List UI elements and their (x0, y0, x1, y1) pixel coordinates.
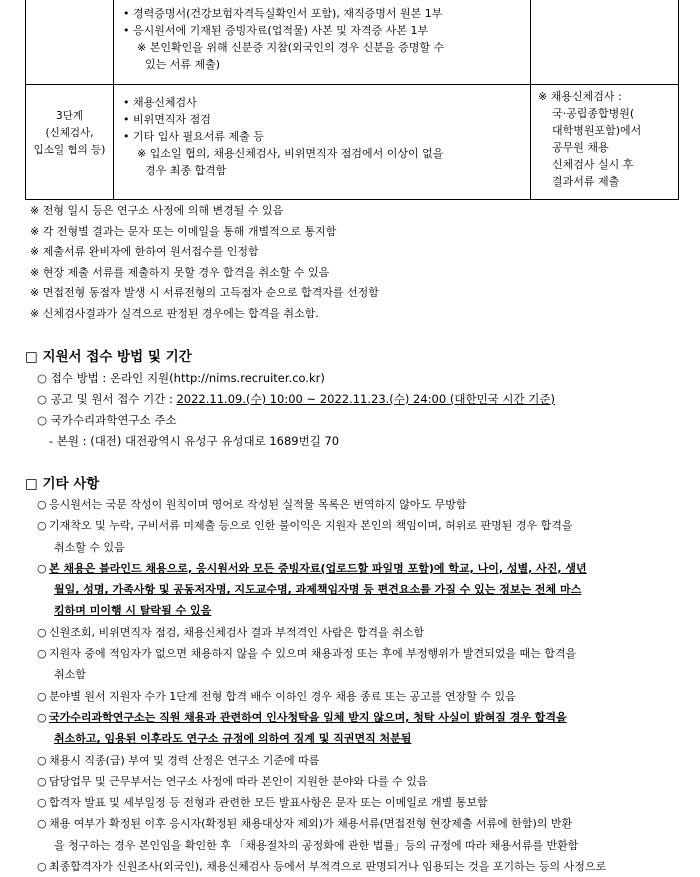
note-item: ※ 면접전형 동점자 발생 시 서류전형의 고득점자 순으로 합격자를 선정함 (30, 286, 379, 300)
list-item: • 비위면직자 점검 (123, 113, 211, 126)
list-item: 있는 서류 제출) (145, 58, 221, 71)
list-item: ※ 본인확인을 위해 신분증 지참(외국인의 경우 신분을 증명할 수 (137, 41, 445, 54)
note-item: ※ 전형 일시 등은 연구소 사정에 의해 변경될 수 있음 (30, 204, 284, 217)
list-item: ○ 담당업무 및 근무부서는 연구소 사정에 따라 본인이 지원한 분야와 다를 수 있음 (37, 771, 606, 792)
note-item: ※ 신체검사결과가 실격으로 판정된 경우에는 합격을 취소함. (30, 306, 319, 320)
list-item: • 경력증명서(건강보험자격득실확인서 포함), 재직증명서 원본 1부 (123, 7, 443, 20)
list-item: ○ 본 채용은 블라인드 채용으로, 응시원서와 모든 증빙자료(업로드할 파일명 포함)에 학교, 나이, 성별, 사진, 생년 (37, 558, 606, 579)
list-item: ○ 지원자 중에 적임자가 없으면 채용하지 않을 수 있으며 채용과정 또는 후에 부정행위가 발견되었을 때는 합격을 (37, 643, 606, 664)
bullet: ○ (37, 817, 47, 831)
bullet: ○ (37, 753, 47, 767)
etc-section (37, 494, 606, 877)
list-item: ○ 신원조회, 비위면직자 점검, 채용신체검사 결과 부적격인 사람은 합격을 취소함 (37, 622, 606, 643)
list-item: ○ 최종합격자가 신원조사(외국인), 채용신체검사 등에서 부적격으로 판명되거나 임용되는 것을 포기하는 등의 사정으로 (37, 856, 606, 877)
list-item: ○ 분야별 원서 지원자 수가 1단계 전형 합격 배수 이하인 경우 채용 종료 또는 공고를 연장할 수 있음 (37, 686, 606, 707)
list-item: 경우 최종 합격함 (145, 164, 227, 177)
list-item: ○ 합격자 발표 및 세부일정 등 전형과 관련한 모든 발표사항은 문자 또는 이메일로 개별 통보함 (37, 792, 606, 813)
list-item: 월일, 성명, 가족사항 및 공동저자명, 지도교수명, 과제책임자명 등 편견요소를 가질 수 있는 정보는 전체 마스 (54, 583, 582, 597)
stage-label: 3단계 (신체검사, 입소일 협의 등) (33, 110, 106, 156)
list-item: • 응시원서에 기재된 증빙자료(업적물) 사본 및 자격증 사본 1부 (123, 24, 429, 37)
list-item: ○ 채용 여부가 확정된 이후 응시자(확정된 채용대상자 제외)가 채용서류(면접전형 현장제출 서류에 한함)의 반환 (37, 813, 606, 834)
list-item: 킹하며 미이행 시 탈락될 수 있음 (54, 604, 212, 618)
list-item: ○ 기재착오 및 누락, 구비서류 미제출 등으로 인한 불이익은 지원자 본인의 책임이며, 허위로 판명된 경우 합격을 (37, 515, 606, 536)
section-title-etc: □ 기타 사항 (25, 476, 100, 492)
list-item: 을 청구하는 경우 본인임을 확인한 후 「채용절차의 공정화에 관한 법률」등의 규정에 따라 채용서류를 반환함 (54, 838, 579, 852)
list-item: ○ 채용시 직종(급) 부여 및 경력 산정은 연구소 기준에 따름 (37, 750, 606, 771)
stage3-note-cell: ※ 채용신체검사 : 국·공립종합병원( 대학병원포함)에서 공무원 채용 신체검사 실시 후 결과서류 제출 (538, 90, 642, 188)
bullet: ○ (37, 498, 47, 511)
list-item: ※ 입소일 협의, 채용신체검사, 비위면직자 점검에서 이상이 없을 (137, 147, 444, 160)
address-text: - 본원 : (대전) 대전광역시 유성구 유성대로 1689번길 70 (49, 434, 340, 448)
selection-table (25, 0, 679, 200)
application-section (37, 368, 555, 452)
list-item: 취소할 수 있음 (54, 540, 125, 554)
application-method: ○ 접수 방법 : 온라인 지원(http://nims.recruiter.co.kr) (37, 371, 325, 385)
section-title-application: □ 지원서 접수 방법 및 기간 (25, 349, 192, 365)
bullet: ○ (37, 710, 47, 724)
list-item: • 기타 입사 필요서류 제출 등 (123, 130, 264, 143)
bullet: ○ (37, 561, 47, 575)
bullet: ○ (37, 625, 47, 639)
address-label: ○ 국가수리과학연구소 주소 (37, 413, 177, 427)
application-period: ○ 공고 및 원서 접수 기간 : 2022.11.09.(수) 10:00 ~ 2022.11.23.(수) 24:00 (대한민국 시간 기준) (37, 392, 555, 406)
list-item: ○ 국가수리과학연구소는 직원 채용과 관련하여 인사청탁을 일체 받지 않으며, 청탁 사실이 밝혀질 경우 합격을 (37, 707, 606, 728)
table-divider (113, 0, 114, 199)
bullet: ○ (37, 860, 47, 874)
table-divider (530, 0, 531, 199)
table-row-divider (26, 84, 678, 85)
bullet: ○ (37, 519, 47, 533)
bullet: ○ (37, 796, 47, 810)
stage3-content-cell (123, 94, 443, 179)
list-item: 취소하고, 임용된 이후라도 연구소 규정에 의하여 징계 및 직권면직 처분됨 (54, 732, 412, 746)
note-item: ※ 현장 제출 서류를 제출하지 못할 경우 합격을 취소할 수 있음 (30, 265, 330, 279)
note-item: ※ 각 전형별 결과는 문자 또는 이메일을 통해 개별적으로 통지함 (30, 224, 337, 238)
list-item: 취소함 (54, 668, 86, 682)
bullet: ○ (37, 647, 47, 661)
note-item: ※ 제출서류 완비자에 한하여 원서접수를 인정함 (30, 245, 259, 259)
list-item: ○ 응시원서는 국문 작성이 원칙이며 영어로 작성된 실적물 목록은 번역하지 않아도 무방함 (37, 494, 606, 515)
bullet: ○ (37, 774, 47, 788)
required-documents-cell (123, 5, 444, 73)
list-item: • 채용신체검사 (123, 96, 197, 109)
selection-notes (30, 201, 379, 325)
bullet: ○ (37, 689, 47, 703)
